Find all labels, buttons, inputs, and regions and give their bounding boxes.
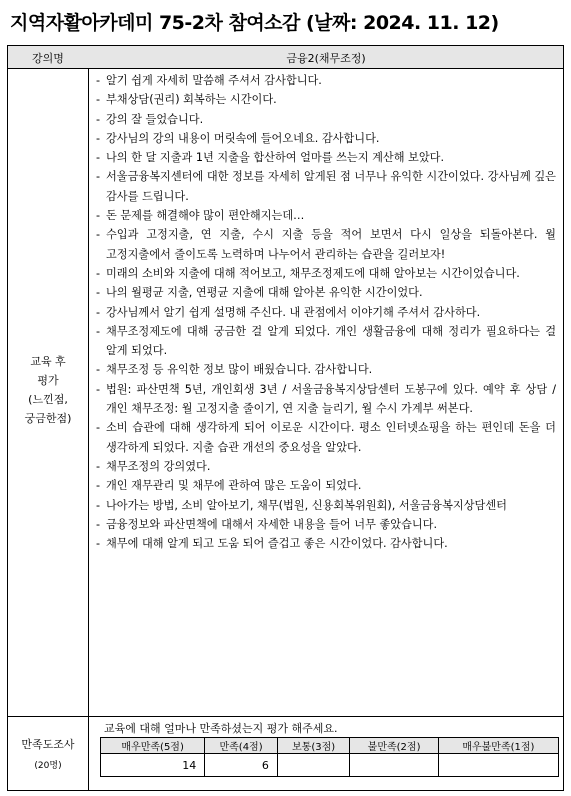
feedback-item: - 나의 한 달 지출과 1년 지출을 합산하여 얼마를 쓰는지 계산해 보았다.	[94, 148, 556, 167]
evaluation-label-line: 교육 후	[30, 355, 66, 368]
satisfaction-value-row	[101, 754, 559, 777]
feedback-item: - 강사님께서 알기 쉽게 설명해 주신다. 내 관점에서 이야기해 주셔서 감사하다.	[94, 303, 556, 322]
feedback-item: - 돈 문제를 해결해야 많이 편안해지는데…	[94, 206, 556, 225]
feedback-item: - 수입과 고정지출, 연 지출, 수시 지출 등을 적어 보면서 다시 일상을 되돌아본다. 월 고정지출에서 줄이도록 노력하며 나누어서 관리하는 습관을 길러보자!	[94, 225, 556, 264]
rating-column-header: 불만족(2점)	[350, 738, 438, 754]
column-divider	[88, 46, 89, 790]
satisfaction-header-row	[101, 738, 559, 754]
feedback-item: - 채무에 대해 알게 되고 도움 되어 즐겁고 좋은 시간이었다. 감사합니다.	[94, 534, 556, 553]
rating-column-header: 매우불만족(1점)	[438, 738, 558, 754]
satisfaction-question: 교육에 대해 얼마나 만족하셨는지 평가 해주세요.	[104, 722, 338, 735]
satisfaction-table	[100, 737, 559, 777]
rating-count-cell	[350, 754, 438, 777]
feedback-item: - 금융정보와 파산면책에 대해서 자세한 내용을 들어 너무 좋았습니다.	[94, 515, 556, 534]
rating-count-cell: 14	[101, 754, 205, 777]
feedback-item: - 부채상담(권리) 회복하는 시간이다.	[94, 90, 556, 109]
rating-count-cell: 6	[205, 754, 278, 777]
evaluation-label-line: 평가	[37, 374, 59, 387]
lecture-subject: 금융2(채무조정)	[286, 52, 366, 65]
satisfaction-label: 만족도조사	[21, 738, 75, 751]
feedback-item: - 미래의 소비와 지출에 대해 적어보고, 채무조정제도에 대해 알아보는 시간이었습니다.	[94, 264, 556, 283]
respondent-count: (20명)	[34, 761, 62, 771]
feedback-item: - 채무조정제도에 대해 궁금한 걸 알게 되었다. 개인 생활금융에 대해 정리가 필요하다는 걸 알게 되었다.	[94, 322, 556, 361]
feedback-item: - 채무조정의 강의였다.	[94, 457, 556, 476]
evaluation-label	[8, 352, 88, 428]
rating-column-header: 만족(4점)	[205, 738, 278, 754]
evaluation-label-line: 궁금한점)	[24, 412, 72, 425]
evaluation-label-line: (느낀점,	[28, 393, 68, 406]
feedback-item: - 법원: 파산면책 5년, 개인회생 3년 / 서울금융복지상담센터 도봉구에 있다. 예약 후 상담 / 개인 채무조정: 월 고정지출 줄이기, 연 지출 늘리기, 월 수시 가계부 써본다.	[94, 380, 556, 419]
satisfaction-row	[8, 716, 563, 790]
feedback-item: - 강사님의 강의 내용이 머릿속에 들어오네요. 감사합니다.	[94, 129, 556, 148]
feedback-item: - 개인 재무관리 및 채무에 관하여 많은 도움이 되었다.	[94, 476, 556, 495]
lecture-header-row	[8, 46, 563, 69]
feedback-item: - 채무조정 등 유익한 정보 많이 배웠습니다. 감사합니다.	[94, 360, 556, 379]
rating-column-header: 매우만족(5점)	[101, 738, 205, 754]
rating-count-cell	[438, 754, 558, 777]
lecture-name-label: 강의명	[32, 52, 64, 65]
rating-column-header: 보통(3점)	[277, 738, 350, 754]
rating-count-cell	[277, 754, 350, 777]
feedback-item: - 알기 쉽게 자세히 말씀해 주셔서 감사합니다.	[94, 71, 556, 90]
feedback-item: - 강의 잘 들었습니다.	[94, 110, 556, 129]
feedback-item: - 나의 월평균 지출, 연평균 지출에 대해 알아본 유익한 시간이었다.	[94, 283, 556, 302]
feedback-item: - 소비 습관에 대해 생각하게 되어 이로운 시간이다. 평소 인터넷쇼핑을 하는 편인데 돈을 더 생각하게 되었다. 지출 습관 개선의 중요성을 알았다.	[94, 418, 556, 457]
feedback-item: - 나아가는 방법, 소비 알아보기, 채무(법원, 신용회복위원회), 서울금융복지상담센터	[94, 496, 556, 515]
feedback-item: - 서울금융복지센터에 대한 정보를 자세히 알게된 점 너무나 유익한 시간이었다. 강사님께 깊은 감사를 드립니다.	[94, 167, 556, 206]
evaluation-table	[7, 45, 564, 791]
feedback-list	[94, 71, 556, 553]
document-title: 지역자활아카데미 75-2차 참여소감 (날짜: 2024. 11. 12)	[10, 12, 499, 34]
